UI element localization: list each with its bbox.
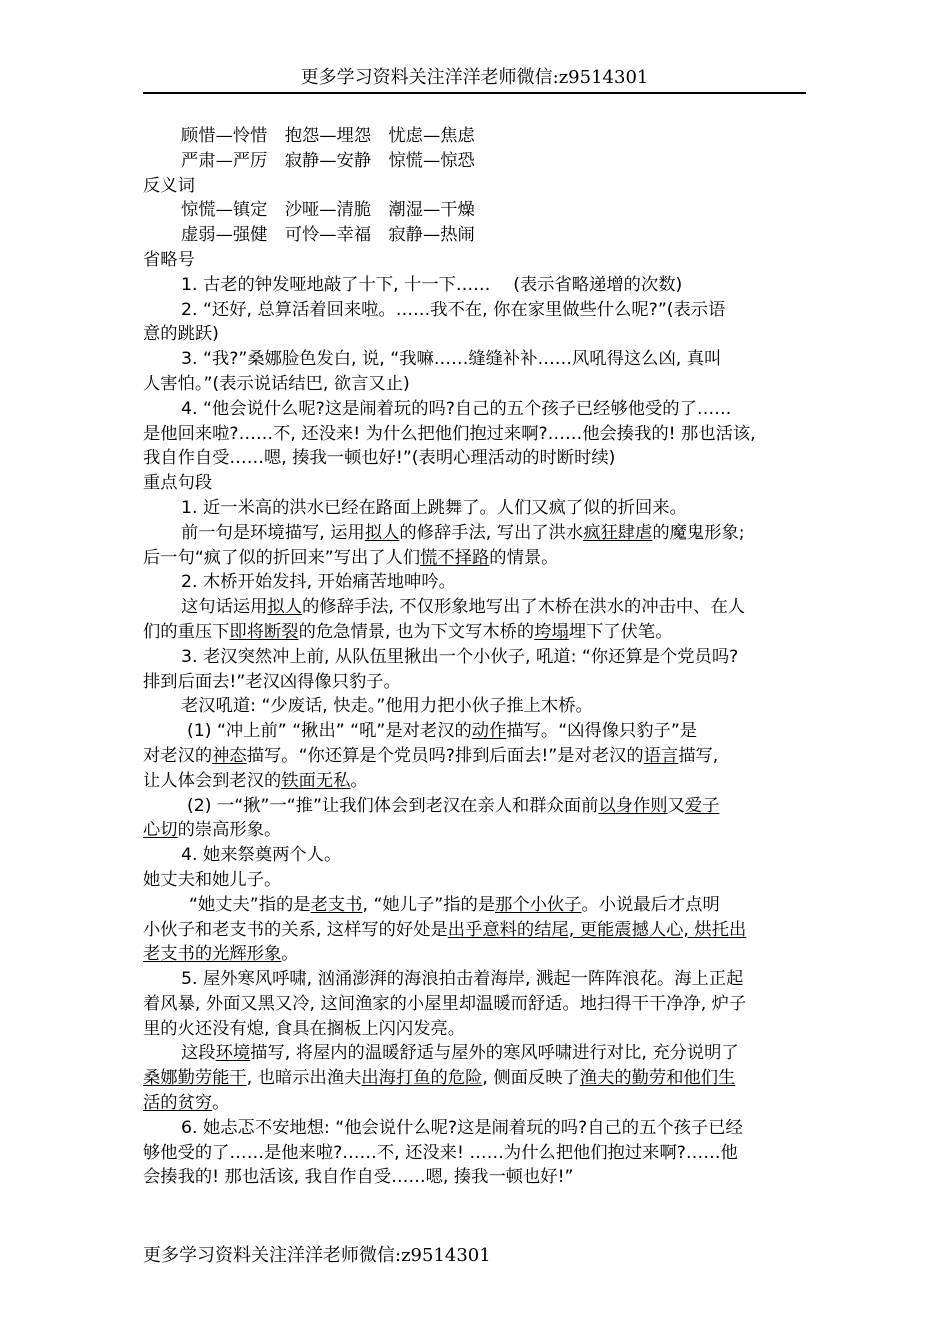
text-run: 的修辞手法, 写出了洪水 bbox=[399, 522, 584, 543]
text-line bbox=[143, 223, 806, 248]
underlined-answer: 即将断裂 bbox=[229, 621, 299, 642]
text-line bbox=[143, 521, 806, 546]
text-run: 2. 木桥开始发抖, 开始痛苦地呻吟。 bbox=[181, 572, 456, 593]
underlined-answer: 铁面无私 bbox=[281, 770, 351, 791]
underlined-answer: 环境 bbox=[215, 1043, 251, 1064]
underlined-answer: 以身作则 bbox=[598, 795, 668, 816]
text-run: 3. 老汉突然冲上前, 从队伍里揪出一个小伙子, 吼道: “你还算是个党员吗? bbox=[181, 646, 739, 667]
underlined-answer: 垮塌 bbox=[534, 621, 569, 642]
text-run: 严肃—严厉 寂静—安静 惊慌—惊恐 bbox=[181, 150, 475, 171]
text-run: 4. 她来祭奠两个人。 bbox=[181, 845, 342, 866]
text-run: 2. “还好, 总算活着回来啦。……我不在, 你在家里做些什么呢?”(表示语 bbox=[181, 299, 726, 320]
text-line bbox=[143, 471, 806, 496]
text-run: 们的重压下 bbox=[143, 621, 230, 642]
text-run: 让人体会到老汉的 bbox=[143, 770, 282, 791]
text-run: 排到后面去!”老汉凶得像只豹子。 bbox=[143, 671, 401, 692]
underlined-answer: 那个小伙子 bbox=[495, 894, 582, 915]
text-line bbox=[143, 1165, 806, 1190]
text-line bbox=[143, 347, 806, 372]
text-run: 意的跳跃) bbox=[143, 324, 219, 345]
text-line bbox=[143, 1141, 806, 1166]
underlined-answer: 动作 bbox=[471, 721, 507, 742]
text-run: 这段 bbox=[181, 1043, 216, 1064]
text-run: 。 bbox=[212, 1093, 230, 1114]
text-run: 她丈夫和她儿子。 bbox=[143, 869, 282, 890]
text-run: 6. 她忐忑不安地想: “他会说什么呢?这是闹着玩的吗?自己的五个孩子已经 bbox=[181, 1117, 743, 1138]
text-run: 的情景。 bbox=[489, 547, 559, 568]
underlined-answer: 桑娜勤劳能干 bbox=[143, 1068, 247, 1089]
text-run: (2) 一“揪”一“推”让我们体会到老汉在亲人和群众面前 bbox=[187, 795, 599, 816]
text-run: 里的火还没有熄, 食具在搁板上闪闪发亮。 bbox=[143, 1018, 466, 1039]
underlined-answer: 出海打鱼的危险 bbox=[361, 1068, 483, 1089]
text-line bbox=[143, 149, 806, 174]
text-line bbox=[143, 595, 806, 620]
text-run: 反义词 bbox=[143, 175, 195, 196]
text-line bbox=[143, 1017, 806, 1042]
text-run: 的危急情景, 也为下文写木桥的 bbox=[298, 621, 535, 642]
text-run: 前一句是环境描写, 运用 bbox=[181, 522, 365, 543]
text-run: 我自作自受……嗯, 揍我一顿也好!”(表明心理活动的时断时续) bbox=[143, 448, 616, 469]
text-line bbox=[143, 298, 806, 323]
text-run: 描写, bbox=[678, 745, 719, 766]
text-run: 着风暴, 外面又黑又冷, 这间渔家的小屋里却温暖而舒适。地扫得干干净净, 炉子 bbox=[143, 993, 747, 1014]
text-line bbox=[143, 893, 806, 918]
text-run: 的修辞手法, 不仅形象地写出了木桥在洪水的冲击中、在人 bbox=[302, 597, 746, 618]
text-line bbox=[143, 992, 806, 1017]
text-run: 又 bbox=[667, 795, 685, 816]
underlined-answer: 活的贫穷 bbox=[143, 1093, 213, 1114]
underlined-answer: 拟人 bbox=[267, 597, 302, 618]
text-line bbox=[143, 794, 806, 819]
underlined-answer: 心切 bbox=[143, 820, 178, 841]
text-line bbox=[143, 818, 806, 843]
text-run: 1. 近一米高的洪水已经在路面上跳舞了。人们又疯了似的折回来。 bbox=[181, 497, 687, 518]
text-run: 老汉吼道: “少废话, 快走。”他用力把小伙子推上木桥。 bbox=[181, 696, 593, 717]
text-line bbox=[143, 546, 806, 571]
text-line bbox=[143, 744, 806, 769]
text-run: , 也暗示出渔夫 bbox=[246, 1068, 362, 1089]
text-run: 这句话运用 bbox=[181, 597, 268, 618]
text-line bbox=[143, 570, 806, 595]
text-run: 省略号 bbox=[143, 249, 195, 270]
text-run: (1) “冲上前” “揪出” “吼”是对老汉的 bbox=[187, 721, 472, 742]
underlined-answer: 神态 bbox=[212, 745, 247, 766]
text-line bbox=[143, 496, 806, 521]
text-line bbox=[143, 719, 806, 744]
text-run: 惊慌—镇定 沙哑—清脆 潮湿—干燥 bbox=[181, 200, 475, 221]
text-run: , “她儿子”指的是 bbox=[362, 894, 496, 915]
text-line bbox=[143, 124, 806, 149]
text-line bbox=[143, 1041, 806, 1066]
text-line bbox=[143, 942, 806, 967]
text-run: 的崇高形象。 bbox=[177, 820, 282, 841]
text-line bbox=[143, 322, 806, 347]
text-run: 人害怕。”(表示说话结巴, 欲言又止) bbox=[143, 373, 410, 394]
text-run: 是他回来啦?……不, 还没来! 为什么把他们抱过来啊?……他会揍我的! 那也活该, bbox=[143, 423, 756, 444]
underlined-answer: 语言 bbox=[643, 745, 679, 766]
underlined-answer: 拟人 bbox=[364, 522, 400, 543]
text-run: 1. 古老的钟发哑地敲了十下, 十一下…… (表示省略递增的次数) bbox=[181, 274, 683, 295]
text-line bbox=[143, 1116, 806, 1141]
text-line bbox=[143, 397, 806, 422]
text-line bbox=[143, 1091, 806, 1116]
text-run: 。 bbox=[281, 944, 299, 965]
text-run: 会揍我的! 那也活该, 我自作自受……嗯, 揍我一顿也好!” bbox=[143, 1167, 574, 1188]
page-footer: 更多学习资料关注洋洋老师微信:z9514301 bbox=[143, 1245, 491, 1266]
text-line bbox=[143, 620, 806, 645]
text-run: 后一句“疯了似的折回来”写出了人们 bbox=[143, 547, 421, 568]
text-line bbox=[143, 967, 806, 992]
text-line bbox=[143, 769, 806, 794]
text-line bbox=[143, 1066, 806, 1091]
text-run: 顾惜—怜惜 抱怨—埋怨 忧虑—焦虑 bbox=[181, 126, 475, 146]
text-line bbox=[143, 645, 806, 670]
underlined-answer: 老支书的光辉形象 bbox=[143, 944, 282, 965]
underlined-answer: 出乎意料的结尾, 更能震撼人心, 烘托出 bbox=[447, 919, 747, 940]
text-run: 描写, 将屋内的温暖舒适与屋外的寒风呼啸进行对比, 充分说明了 bbox=[250, 1043, 739, 1064]
text-run: 。 bbox=[350, 770, 368, 791]
text-run: 埋下了伏笔。 bbox=[568, 621, 673, 642]
text-run: 描写。“你还算是个党员吗?排到后面去!”是对老汉的 bbox=[246, 745, 644, 766]
underlined-answer: 慌不择路 bbox=[420, 547, 490, 568]
text-run: 对老汉的 bbox=[143, 745, 213, 766]
text-line bbox=[143, 248, 806, 273]
text-line bbox=[143, 273, 806, 298]
text-run: 够他受的了……是他来啦?……不, 还没来! ……为什么把他们抱过来啊?……他 bbox=[143, 1142, 738, 1163]
text-run: “她丈夫”指的是 bbox=[189, 894, 311, 915]
underlined-answer: 老支书 bbox=[310, 894, 363, 915]
text-run: 的魔鬼形象; bbox=[652, 522, 745, 543]
text-run: 5. 屋外寒风呼啸, 汹涌澎湃的海浪拍击着海岸, 溅起一阵阵浪花。海上正起 bbox=[181, 969, 744, 990]
text-run: 虚弱—强健 可怜—幸福 寂静—热闹 bbox=[181, 225, 475, 246]
underlined-answer: 疯狂肆虐 bbox=[583, 522, 653, 543]
text-run: 重点句段 bbox=[143, 473, 213, 494]
text-line bbox=[143, 918, 806, 943]
text-run: 描写。“凶得像只豹子”是 bbox=[506, 721, 698, 742]
text-line bbox=[143, 868, 806, 893]
text-run: 。小说最后才点明 bbox=[581, 894, 720, 915]
text-run: 4. “他会说什么呢?这是闹着玩的吗?自己的五个孩子已经够他受的了…… bbox=[181, 398, 732, 419]
text-run: 小伙子和老支书的关系, 这样写的好处是 bbox=[143, 919, 448, 940]
text-line bbox=[143, 422, 806, 447]
underlined-answer: 爱子 bbox=[684, 795, 720, 816]
underlined-answer: 渔夫的勤劳和他们生 bbox=[579, 1068, 736, 1089]
text-line bbox=[143, 446, 806, 471]
text-line bbox=[143, 198, 806, 223]
text-line bbox=[143, 372, 806, 397]
document-body bbox=[143, 124, 806, 1190]
text-line bbox=[143, 174, 806, 199]
text-run: 3. “我?”桑娜脸色发白, 说, “我嘛……缝缝补补……风吼得这么凶, 真叫 bbox=[181, 349, 722, 370]
text-run: , 侧面反映了 bbox=[482, 1068, 580, 1089]
text-line bbox=[143, 670, 806, 695]
text-line bbox=[143, 694, 806, 719]
text-line bbox=[143, 843, 806, 868]
page-header: 更多学习资料关注洋洋老师微信:z9514301 bbox=[143, 66, 806, 94]
